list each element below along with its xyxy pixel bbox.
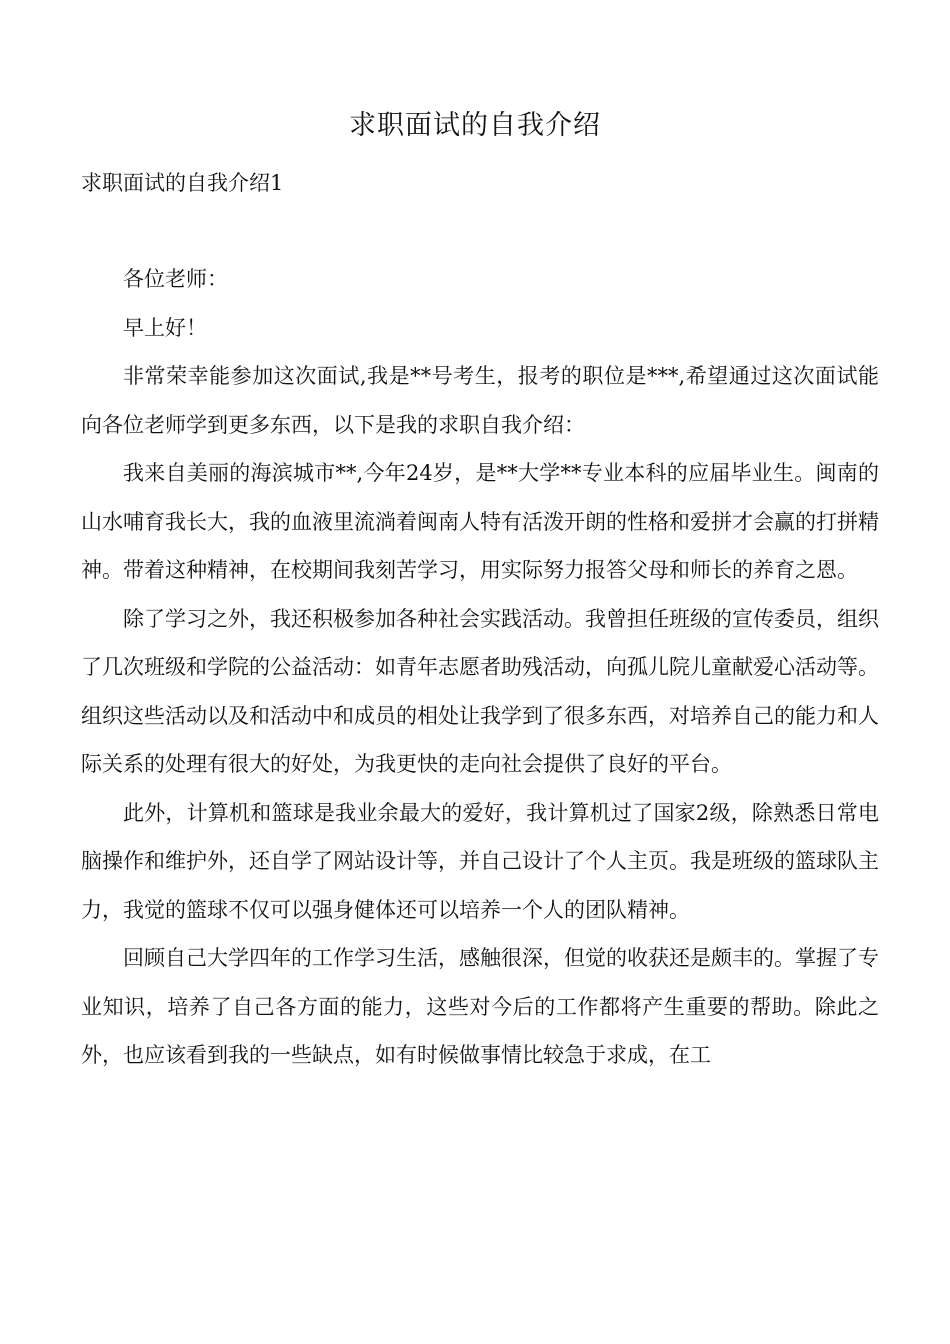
document-body [81, 255, 879, 1080]
body-paragraph: 除了学习之外，我还积极参加各种社会实践活动。我曾担任班级的宣传委员，组织了几次班级和学院的公益活动：如青年志愿者助残活动，向孤儿院儿童献爱心活动等。组织这些活动以及和活动中和成员的相处让我学到了很多东西，对培养自己的能力和人际关系的处理有很大的好处，为我更快的走向社会提供了良好的平台。 [81, 606, 879, 776]
greeting-paragraph: 各位老师： [123, 267, 228, 291]
salutation-paragraph: 早上好！ [123, 315, 207, 340]
body-paragraph: 我来自美丽的海滨城市**,今年24岁，是**大学**专业本科的应届毕业生。闽南的山水哺育我长大，我的血液里流淌着闽南人特有活泼开朗的性格和爱拼才会赢的打拼精神。带着这种精神，在校期间我刻苦学习，用实际努力报答父母和师长的养育之恩。 [81, 461, 879, 582]
body-paragraph: 回顾自己大学四年的工作学习生活，感触很深，但觉的收获还是颇丰的。掌握了专业知识，培养了自己各方面的能力，这些对今后的工作都将产生重要的帮助。除此之外，也应该看到我的一些缺点，如有时候做事情比较急于求成，在工 [81, 946, 879, 1067]
body-paragraph: 此外，计算机和篮球是我业余最大的爱好，我计算机过了国家2级，除熟悉日常电脑操作和维护外，还自学了网站设计等，并自己设计了个人主页。我是班级的篮球队主力，我觉的篮球不仅可以强身健体还可以培养一个人的团队精神。 [81, 800, 879, 922]
document-title: 求职面试的自我介绍 [349, 110, 601, 141]
document-subtitle: 求职面试的自我介绍1 [81, 171, 284, 195]
body-paragraph: 非常荣幸能参加这次面试,我是**号考生，报考的职位是***,希望通过这次面试能向各位老师学到更多东西，以下是我的求职自我介绍： [81, 364, 879, 437]
